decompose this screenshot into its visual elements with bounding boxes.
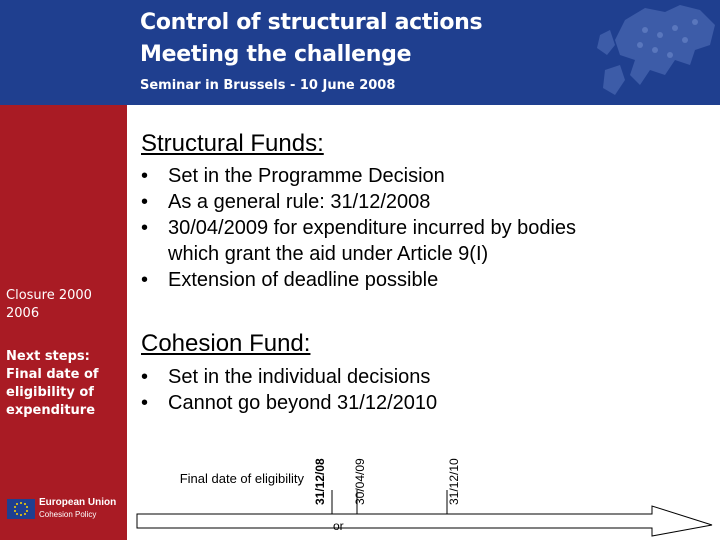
seminar-subtitle: Seminar in Brussels - 10 June 2008 — [140, 78, 396, 93]
eu-cohesion-logo — [7, 497, 125, 525]
header-banner — [0, 0, 720, 105]
timeline-label: Final date of eligibility — [179, 471, 304, 486]
date-label-2: 30/04/09 — [353, 458, 367, 505]
date-label-3: 31/12/10 — [447, 458, 461, 505]
date-label-1: 31/12/08 — [313, 458, 327, 505]
closure-label: Closure 2000 2006 — [6, 288, 92, 321]
bullet-item: • 30/04/2009 for expenditure incurred by bodies — [141, 217, 577, 239]
cohesion-fund-heading: Cohesion Fund: — [141, 330, 311, 357]
bullet-continuation: which grant the aid under Article 9(I) — [168, 243, 489, 265]
bullet-item: • Extension of deadline possible — [141, 269, 439, 291]
eu-flag-icon — [7, 499, 35, 519]
europe-map-icon — [585, 0, 720, 105]
slide-title-line1: Control of structural actions — [140, 10, 483, 35]
next-steps-label: Next steps: Final date of eligibility of expenditure — [6, 349, 99, 418]
cohesion-fund-bullets — [141, 364, 437, 416]
slide-title-line2: Meeting the challenge — [140, 42, 412, 67]
bullet-item: • Set in the Programme Decision — [141, 165, 445, 187]
structural-funds-bullets — [141, 163, 576, 293]
sidebar — [0, 105, 127, 540]
eu-logo-line1: European Union — [39, 497, 117, 508]
or-label: or — [333, 519, 344, 533]
bullet-item: • Set in the individual decisions — [141, 366, 431, 388]
eu-logo-line2: Cohesion Policy — [39, 510, 97, 519]
bullet-item: • As a general rule: 31/12/2008 — [141, 191, 431, 213]
structural-funds-heading: Structural Funds: — [141, 130, 324, 157]
bullet-item: • Cannot go beyond 31/12/2010 — [141, 392, 438, 414]
eligibility-timeline — [127, 430, 720, 540]
timeline-arrow — [137, 506, 712, 536]
